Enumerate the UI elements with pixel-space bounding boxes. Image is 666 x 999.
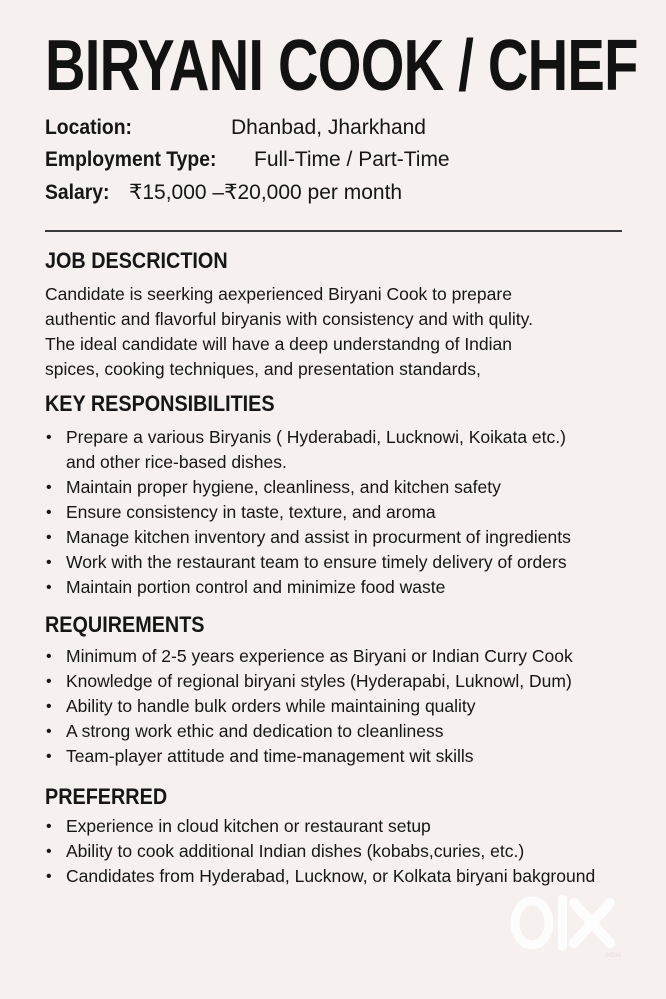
job-title: BIRYANI COOK / CHEF xyxy=(45,26,638,106)
watermark-sub: INDIA xyxy=(605,953,622,959)
list-item: • Knowledge of regional biryani styles (Hyderapabi, Luknowl, Dum) xyxy=(45,669,573,694)
list-item: • A strong work ethic and dedication to cleanliness xyxy=(45,719,573,744)
preferred-list xyxy=(45,814,595,889)
list-item: • Prepare a various Biryanis ( Hyderabadi, Lucknowi, Koikata etc.) xyxy=(45,425,571,450)
list-item: • Ability to handle bulk orders while maintaining quality xyxy=(45,694,573,719)
list-item: • Manage kitchen inventory and assist in procurment of ingredients xyxy=(45,525,571,550)
description-line: Candidate is seerking aexperienced Biryani Cook to prepare xyxy=(45,284,512,304)
job-description-heading: JOB DESCRICTION xyxy=(45,248,228,273)
description-line: The ideal candidate will have a deep understandng of Indian xyxy=(45,334,513,354)
list-item: • Ability to cook additional Indian dishes (kobabs,curies, etc.) xyxy=(45,839,595,864)
employment-type-value: Full-Time / Part-Time xyxy=(254,148,450,171)
olx-watermark-logo xyxy=(510,893,630,959)
responsibilities-heading: KEY RESPONSIBILITIES xyxy=(45,391,275,416)
list-item: • Candidates from Hyderabad, Lucknow, or Kolkata biryani bakground xyxy=(45,864,595,889)
location-value: Dhanbad, Jharkhand xyxy=(231,116,426,139)
requirements-heading: REQUIREMENTS xyxy=(45,612,205,637)
list-item: • Team-player attitude and time-management wit skills xyxy=(45,744,573,769)
location-row xyxy=(45,112,426,144)
preferred-heading: PREFERRED xyxy=(45,784,168,809)
job-description-text xyxy=(45,282,665,382)
list-item: • Ensure consistency in taste, texture, and aroma xyxy=(45,500,571,525)
requirements-list xyxy=(45,644,573,769)
list-item: • Minimum of 2-5 years experience as Biryani or Indian Curry Cook xyxy=(45,644,573,669)
employment-type-label: Employment Type: xyxy=(45,148,217,171)
employment-type-row xyxy=(45,144,450,176)
divider xyxy=(45,230,622,232)
list-item-continuation: and other rice-based dishes. xyxy=(66,452,287,472)
description-line: spices, cooking techniques, and presentation standards, xyxy=(45,359,481,379)
list-item: • Work with the restaurant team to ensure timely delivery of orders xyxy=(45,550,571,575)
description-line: authentic and flavorful biryanis with consistency and with qulity. xyxy=(45,309,533,329)
list-item: • Maintain proper hygiene, cleanliness, and kitchen safety xyxy=(45,475,571,500)
list-item: • Experience in cloud kitchen or restaurant setup xyxy=(45,814,595,839)
salary-value: ₹15,000 –₹20,000 per month xyxy=(129,181,403,204)
salary-label: Salary: xyxy=(45,181,110,204)
salary-row xyxy=(45,177,403,209)
list-item: • Maintain portion control and minimize food waste xyxy=(45,575,571,600)
location-label: Location: xyxy=(45,116,132,139)
responsibilities-list xyxy=(45,425,571,600)
